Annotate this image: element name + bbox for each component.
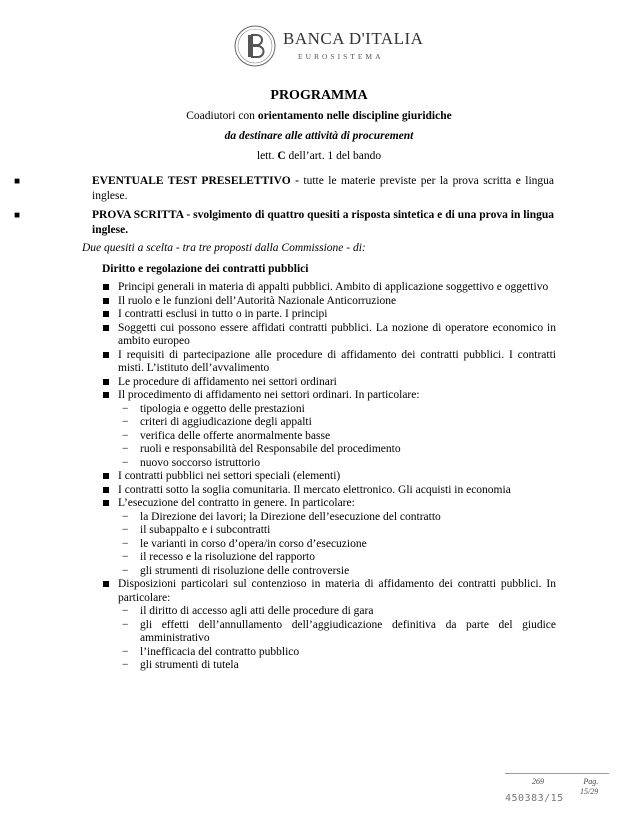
sub-list-item: − gli strumenti di risoluzione delle controversie: [122, 564, 350, 577]
bullet-icon: [103, 392, 109, 398]
bullet-icon: [103, 487, 109, 493]
document-code: 450383/15: [505, 793, 564, 804]
bullet-icon: [103, 473, 109, 479]
bullet-icon: [103, 500, 109, 506]
bullet-icon: [103, 298, 109, 304]
subtitle-line-1: Coadiutori con orientamento nelle discipline giuridiche: [186, 110, 452, 122]
list-item: L’esecuzione del contratto in genere. In particolare:: [100, 497, 556, 511]
bullet-icon: [103, 352, 109, 358]
footer-divider: [505, 773, 609, 774]
bullet-icon: [103, 379, 109, 385]
bullet-square-icon: ■: [14, 210, 21, 221]
list-item: I contratti pubblici nei settori speciali (elementi): [100, 470, 556, 484]
list-item: Il procedimento di affidamento nei settori ordinari. In particolare:: [100, 389, 556, 403]
section-preselection-test: ■ EVENTUALE TEST PRESELETTIVO - tutte le materie previste per la prova scritta e lingua inglese.: [14, 175, 555, 202]
sub-list-item: − criteri di aggiudicazione degli appalti: [122, 416, 312, 428]
sub-list-item: − il diritto di accesso agli atti delle procedure di gara: [122, 605, 374, 617]
subtitle-line-3: lett. C dell’art. 1 del bando: [256, 150, 382, 162]
sub-list-item: − verifica delle offerte anormalmente basse: [122, 429, 331, 442]
list-item: Principi generali in materia di appalti pubblici. Ambito di applicazione soggettivo e oggettivo: [100, 281, 556, 295]
section-written-test: ■ PROVA SCRITTA - svolgimento di quattro quesiti a risposta sintetica e di una prova in lingua inglese.: [14, 209, 554, 236]
footer-page: Pag. 15/29: [580, 777, 599, 796]
sub-list-item: − ruoli e responsabilità del Responsabile del procedimento: [122, 443, 401, 455]
subtitle-line-2: da destinare alle attività di procurement: [224, 130, 414, 142]
sub-list-item: − la Direzione dei lavori; la Direzione dell’esecuzione del contratto: [122, 510, 441, 523]
sub-list-item: − gli strumenti di tutela: [122, 659, 239, 671]
sub-list-item: − tipologia e oggetto delle prestazioni: [122, 402, 305, 415]
bank-seal-icon: [233, 24, 277, 68]
sub-list-item: − nuovo soccorso istruttorio: [122, 456, 261, 469]
list-item: Le procedure di affidamento nei settori ordinari: [100, 376, 556, 390]
logo-name: BANCA D'ITALIA: [283, 29, 424, 48]
sub-list-item: − le varianti in corso d’opera/in corso d’esecuzione: [122, 537, 367, 550]
page-title: PROGRAMMA: [270, 88, 368, 103]
topic-list: [100, 281, 556, 673]
sub-list-item: − il recesso e la risoluzione del rapporto: [122, 551, 315, 563]
sub-list: [100, 605, 556, 673]
bullet-icon: [103, 311, 109, 317]
list-item: I requisiti di partecipazione alle procedure di affidamento dei contratti pubblici. I contratti misti. L’istituto dell’avvalimento: [100, 349, 556, 376]
topic-heading: Diritto e regolazione dei contratti pubblici: [102, 263, 309, 275]
list-item: Disposizioni particolari sul contenzioso in materia di affidamento dei contratti pubblici. In particolare:: [100, 578, 556, 605]
intro-text: Due quesiti a scelta - tra tre proposti dalla Commissione - di:: [82, 242, 366, 254]
list-item: Il ruolo e le funzioni dell’Autorità Nazionale Anticorruzione: [100, 295, 556, 309]
sub-list-item: − l’inefficacia del contratto pubblico: [122, 645, 300, 658]
bullet-square-icon: ■: [14, 176, 21, 187]
bullet-icon: [103, 325, 109, 331]
list-item: Soggetti cui possono essere affidati contratti pubblici. La nozione di operatore economico in ambito europeo: [100, 322, 556, 349]
sub-list-item: − gli effetti dell’annullamento dell’aggiudicazione definitiva da parte del giudice amministrativo: [122, 618, 556, 644]
list-item: I contratti sotto la soglia comunitaria. Il mercato elettronico. Gli acquisti in economia: [100, 484, 556, 498]
logo-subtitle: EUROSISTEMA: [298, 52, 384, 61]
bullet-icon: [103, 284, 109, 290]
bank-logo: [233, 24, 424, 68]
sub-list-item: − il subappalto e i subcontratti: [122, 524, 271, 536]
footer-number: 269: [532, 777, 544, 786]
bullet-icon: [103, 581, 109, 587]
list-item: I contratti esclusi in tutto o in parte. I principi: [100, 308, 556, 322]
